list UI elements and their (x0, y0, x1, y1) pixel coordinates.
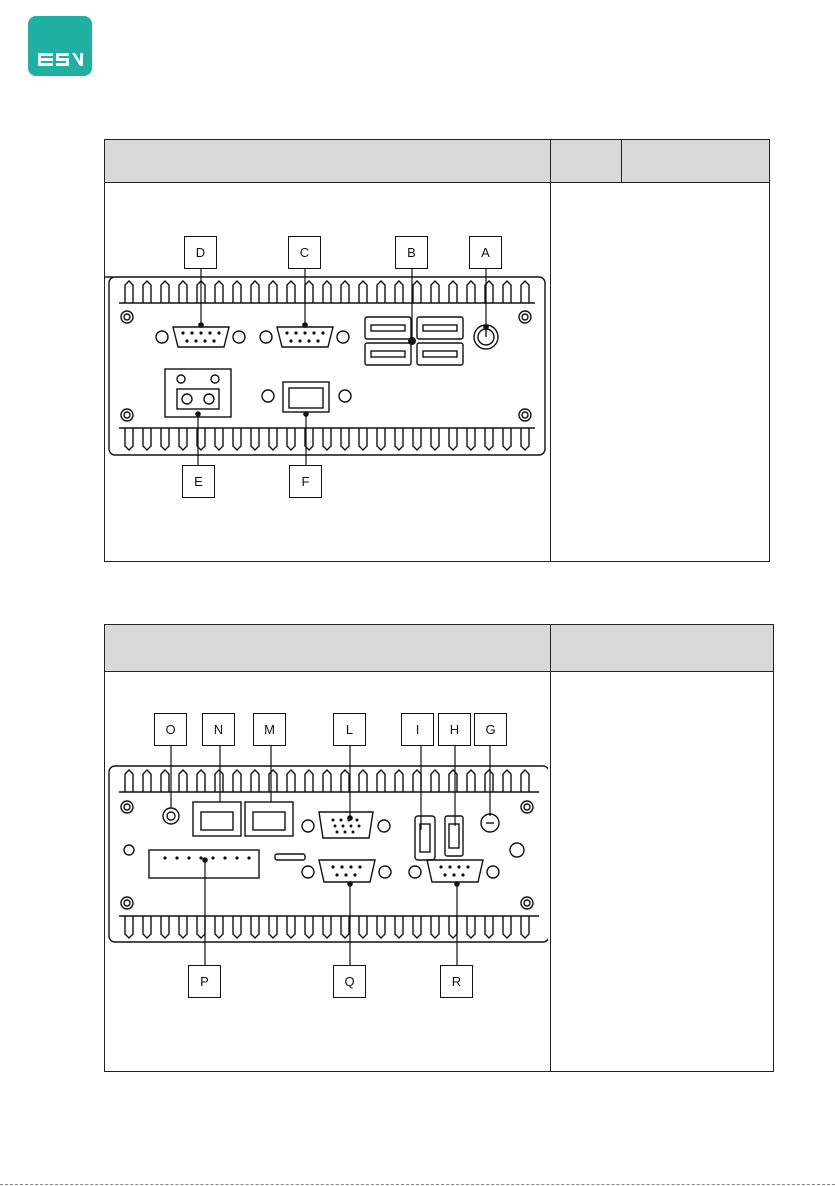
callout-label: L (333, 713, 366, 746)
callout-label: O (154, 713, 187, 746)
column-divider (550, 140, 551, 561)
callout-label: Q (333, 965, 366, 998)
callout-label: E (182, 465, 215, 498)
callout-label: D (184, 236, 217, 269)
column-divider (550, 625, 551, 1071)
callout-label: G (474, 713, 507, 746)
column-divider (621, 140, 622, 182)
device-rear-drawing (105, 710, 548, 1010)
table-header (105, 140, 769, 183)
callout-label: C (288, 236, 321, 269)
callout-label: I (401, 713, 434, 746)
table-header (105, 625, 773, 672)
callout-label: P (188, 965, 221, 998)
callout-label: M (253, 713, 286, 746)
callout-label: R (440, 965, 473, 998)
connectors-table-top (104, 139, 770, 562)
esa-logo-mark (28, 16, 92, 76)
callout-label: H (438, 713, 471, 746)
callout-label: F (289, 465, 322, 498)
page-footer-rule (0, 1184, 835, 1185)
callout-label: N (202, 713, 235, 746)
rear-panel-image (105, 710, 548, 1010)
front-panel-image (105, 225, 548, 515)
callout-label: B (395, 236, 428, 269)
esa-logo (28, 16, 92, 76)
connectors-table-bottom (104, 624, 774, 1072)
callout-label: A (469, 236, 502, 269)
